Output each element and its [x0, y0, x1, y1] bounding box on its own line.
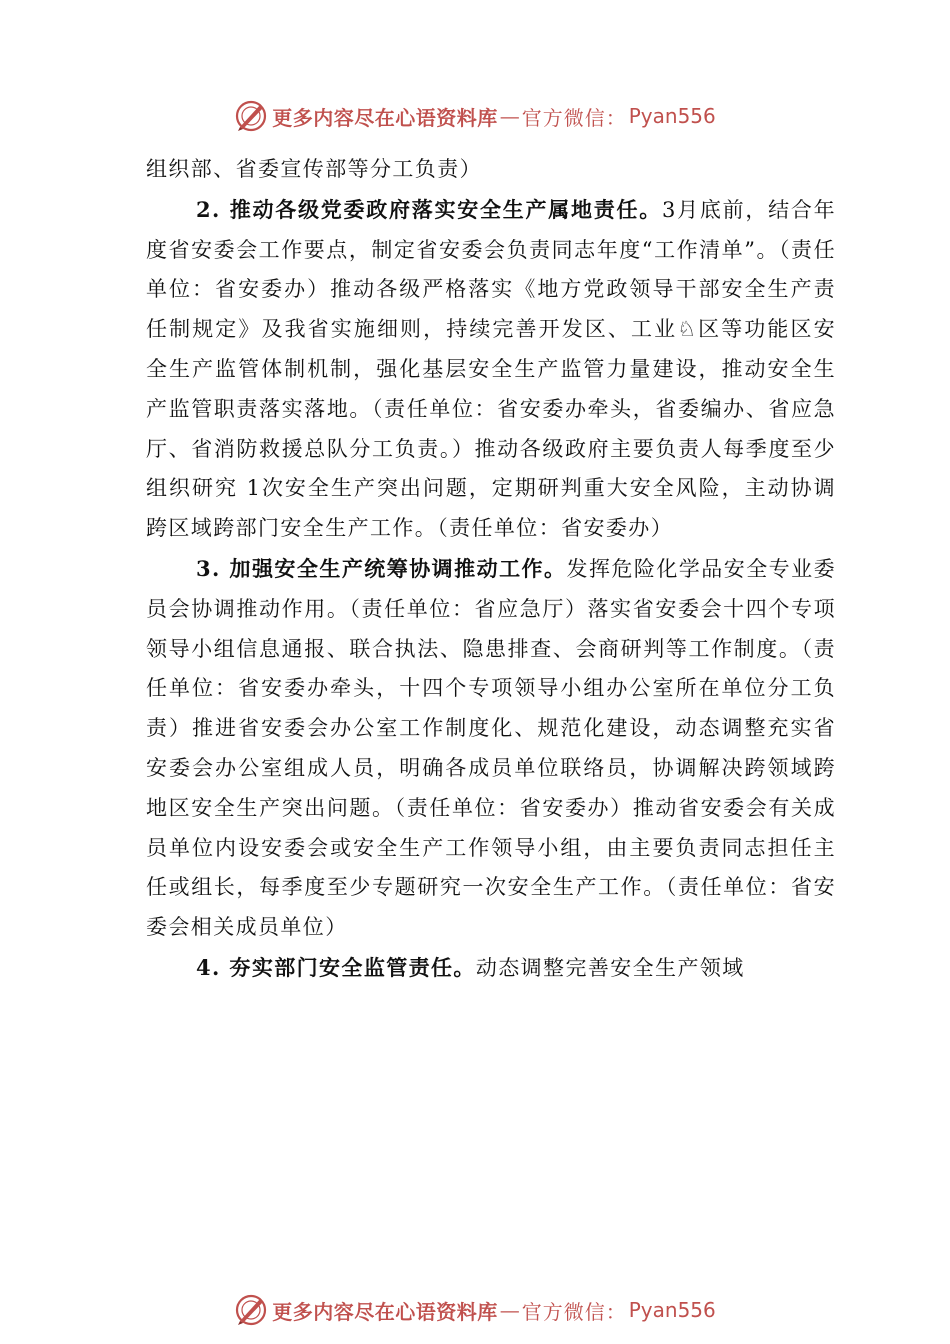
paragraph-2-text: 3月底前，结合年度省安委会工作要点，制定省安委会负责同志年度“工作清单”。（责任单位：省安委办）推动各级严格落实《地方党政领导干部安全生产责任制规定》及我省实施细则，持续完善开发区、工业♘区等功能区安全生产监管体制机制，强化基层安全生产监管力量建设，推动安全生产监管职责落实落地。（责任单位：省安委办牵头，省委编办、省应急厅、省消防救援总队分工负责。）推动各级政府主要负责人每季度至少组织研究 1次安全生产突出问题，定期研判重大安全风险，主动协调跨区域跨部门安全生产工作。（责任单位：省安委办）: [146, 197, 836, 541]
paragraph-2: [146, 190, 836, 549]
paragraph-3-heading: 3. 加强安全生产统筹协调推动工作。: [196, 555, 567, 581]
paragraph-3-text: 发挥危险化学品安全专业委员会协调推动作用。（责任单位：省应急厅）落实省安委会十四个专项领导小组信息通报、联合执法、隐患排查、会商研判等工作制度。（责任单位：省安委办牵头，十四个专项领导小组办公室所在单位分工负责）推进省安委会办公室工作制度化、规范化建设，动态调整充实省安委会办公室组成人员，明确各成员单位联络员，协调解决跨领域跨地区安全生产突出问题。（责任单位：省安委办）推动省安委会有关成员单位内设安委会或安全生产工作领导小组，由主要负责同志担任主任或组长，每季度至少专题研究一次安全生产工作。（责任单位：省安委会相关成员单位）: [146, 556, 836, 940]
header-watermark: [0, 96, 950, 136]
paragraph-4: [146, 948, 836, 989]
paragraph-2-heading: 2. 推动各级党委政府落实安全生产属地责任。: [196, 196, 662, 222]
pen-logo-icon: [234, 1293, 268, 1327]
watermark-dash: —: [499, 1298, 520, 1322]
footer-watermark: [0, 1290, 950, 1330]
pen-logo-icon: [234, 99, 268, 133]
paragraph-1: [146, 150, 836, 190]
document-body: [146, 150, 836, 989]
watermark-sub-text: 官方微信：: [521, 1299, 627, 1324]
paragraph-4-heading: 4. 夯实部门安全监管责任。: [196, 954, 476, 980]
watermark-wechat-id: Pyan556: [628, 104, 716, 128]
watermark-main-text: 更多内容尽在心语资料库: [272, 1299, 498, 1324]
watermark-wechat-id: Pyan556: [628, 1298, 716, 1322]
paragraph-3: [146, 549, 836, 948]
paragraph-1-text: 组织部、省委宣传部等分工负责）: [146, 157, 482, 181]
watermark-sub-text: 官方微信：: [521, 105, 627, 130]
paragraph-4-text: 动态调整完善安全生产领域: [475, 955, 745, 980]
watermark-main-text: 更多内容尽在心语资料库: [272, 105, 498, 130]
watermark-dash: —: [499, 104, 520, 128]
